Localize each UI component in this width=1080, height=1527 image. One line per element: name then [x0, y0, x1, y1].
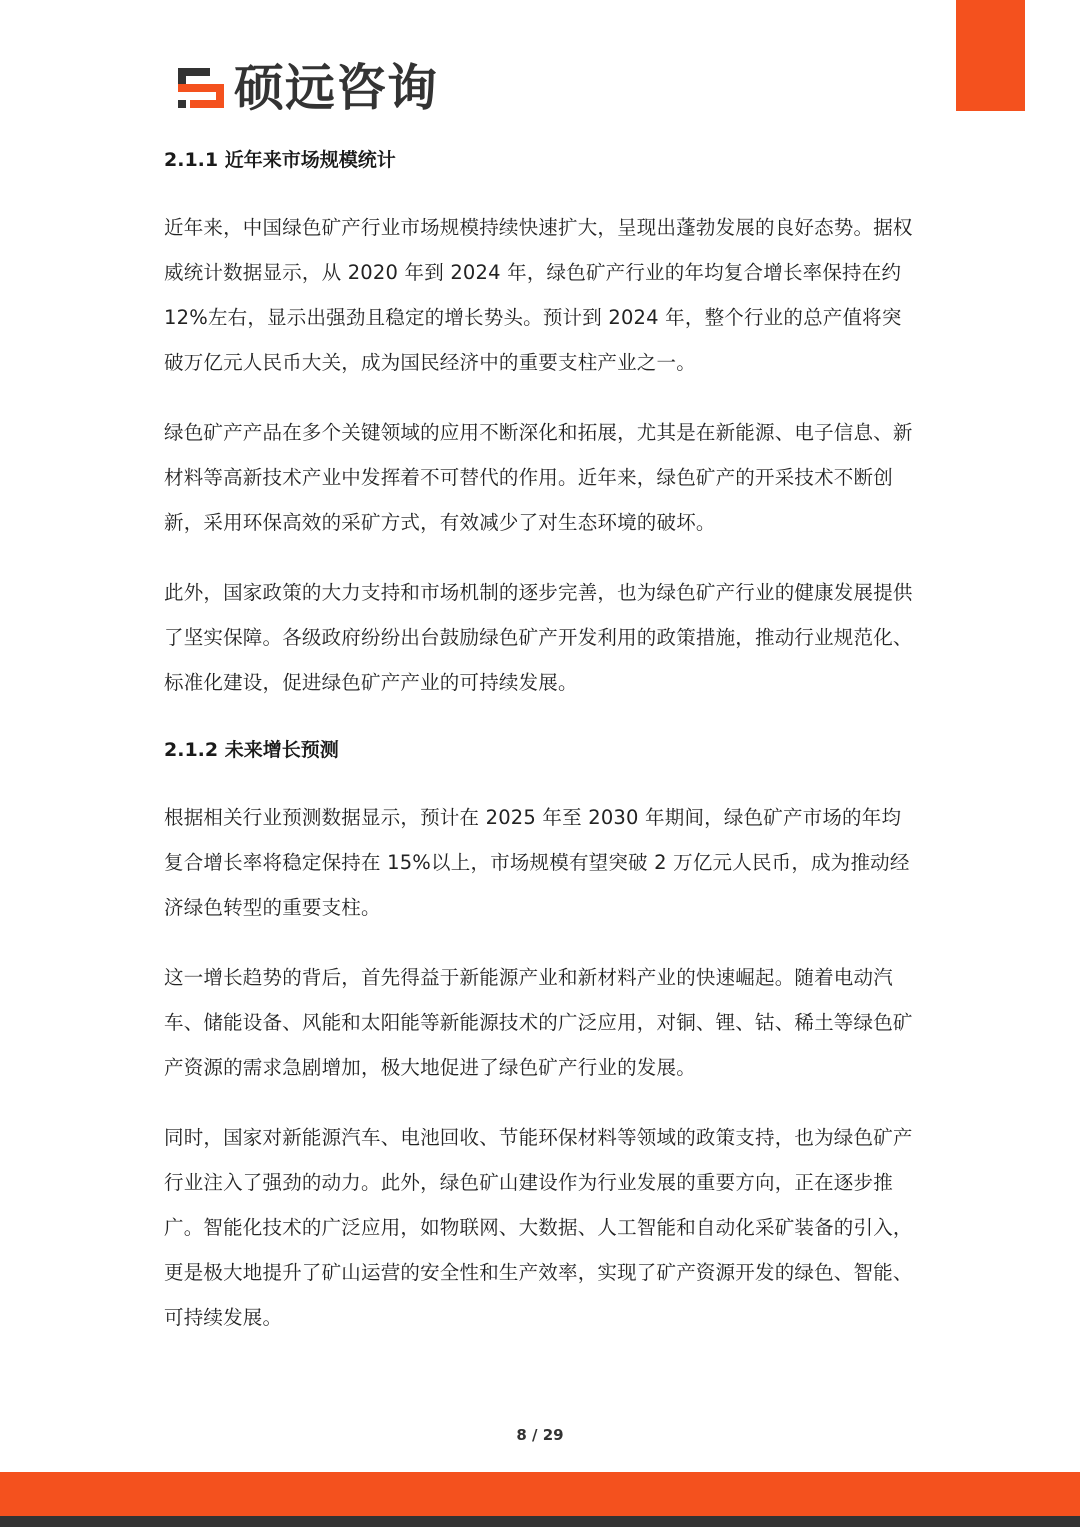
paragraph: 绿色矿产产品在多个关键领域的应用不断深化和拓展，尤其是在新能源、电子信息、新材料等高新技术产业中发挥着不可替代的作用。近年来，绿色矿产的开采技术不断创新，采用环保高效的采矿方式，有效减少了对生态环境的破坏。	[164, 421, 913, 534]
section-heading: 2.1.1 近年来市场规模统计	[164, 149, 396, 171]
page-number: 8 / 29	[516, 1426, 564, 1444]
brand-logo	[176, 58, 438, 118]
footer-dark-strip	[0, 1516, 1080, 1527]
footer-accent-band	[0, 1472, 1080, 1516]
paragraph: 根据相关行业预测数据显示，预计在 2025 年至 2030 年期间，绿色矿产市场的年均复合增长率将稳定保持在 15%以上，市场规模有望突破 2 万亿元人民币，成为推动经济绿色转型的重要支柱。	[164, 806, 910, 919]
document-body	[164, 140, 916, 1340]
s-square-logo-icon	[176, 66, 226, 110]
paragraph: 近年来，中国绿色矿产行业市场规模持续快速扩大，呈现出蓬勃发展的良好态势。据权威统计数据显示，从 2020 年到 2024 年，绿色矿产行业的年均复合增长率保持在约 12%左右，显示出强劲且稳定的增长势头。预计到 2024 年，整个行业的总产值将突破万亿元人民币大关，成为国民经济中的重要支柱产业之一。	[164, 216, 913, 374]
paragraph: 此外，国家政策的大力支持和市场机制的逐步完善，也为绿色矿产行业的健康发展提供了坚实保障。各级政府纷纷出台鼓励绿色矿产开发利用的政策措施，推动行业规范化、标准化建设，促进绿色矿产产业的可持续发展。	[164, 581, 913, 694]
section-heading: 2.1.2 未来增长预测	[164, 739, 339, 761]
corner-accent-tab	[956, 0, 1025, 111]
paragraph: 这一增长趋势的背后，首先得益于新能源产业和新材料产业的快速崛起。随着电动汽车、储能设备、风能和太阳能等新能源技术的广泛应用，对铜、锂、钴、稀土等绿色矿产资源的需求急剧增加，极大地促进了绿色矿产行业的发展。	[164, 966, 913, 1079]
paragraph: 同时，国家对新能源汽车、电池回收、节能环保材料等领域的政策支持，也为绿色矿产行业注入了强劲的动力。此外，绿色矿山建设作为行业发展的重要方向，正在逐步推广。智能化技术的广泛应用，如物联网、大数据、人工智能和自动化采矿装备的引入，更是极大地提升了矿山运营的安全性和生产效率，实现了矿产资源开发的绿色、智能、可持续发展。	[164, 1126, 913, 1329]
brand-name: 硕远咨询	[234, 59, 438, 117]
